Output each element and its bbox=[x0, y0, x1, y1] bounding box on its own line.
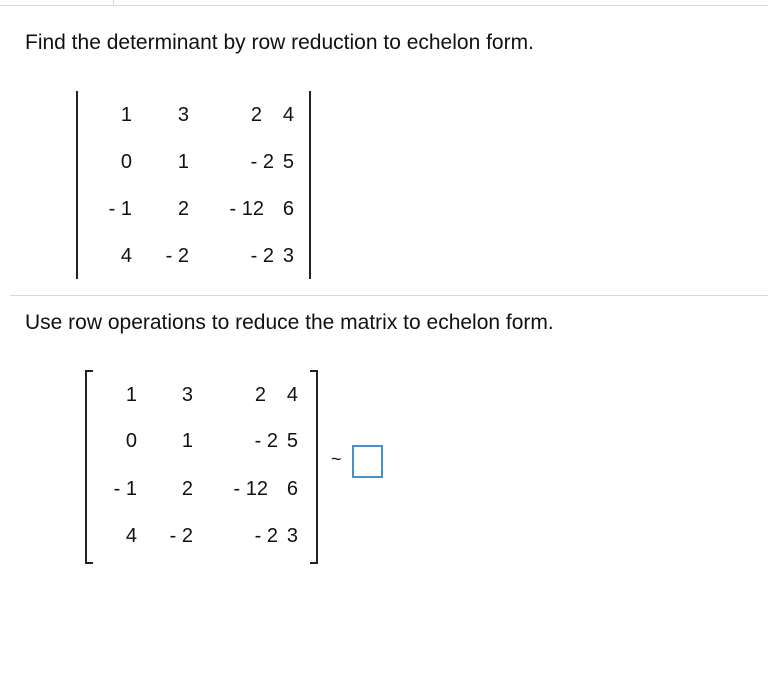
matrix-cell: 3 bbox=[181, 384, 193, 406]
matrix-cell: - 2 bbox=[165, 245, 189, 267]
matrix-cell: 6 bbox=[282, 198, 294, 220]
matrix-cell: - 1 bbox=[108, 198, 132, 220]
left-bracket-bottom bbox=[85, 562, 93, 564]
right-bracket-top bbox=[310, 370, 318, 372]
row-equivalence-symbol: ~ bbox=[331, 449, 342, 469]
matrix-cell: 1 bbox=[181, 430, 193, 452]
right-bracket-bottom bbox=[310, 562, 318, 564]
matrix-cell: - 2 bbox=[250, 151, 274, 173]
matrix-cell: - 2 bbox=[254, 430, 278, 452]
matrix-cell: 1 bbox=[120, 104, 132, 126]
matrix-cell: 4 bbox=[125, 525, 137, 547]
determinant-right-bar bbox=[309, 91, 311, 279]
determinant-left-bar bbox=[76, 91, 78, 279]
matrix-cell: 1 bbox=[177, 151, 189, 173]
matrix-cell: 3 bbox=[286, 525, 298, 547]
matrix-cell: 4 bbox=[286, 384, 298, 406]
section-divider bbox=[10, 295, 768, 296]
matrix-cell: 5 bbox=[282, 151, 294, 173]
matrix-cell: - 1 bbox=[113, 478, 137, 500]
matrix-cell: 0 bbox=[120, 151, 132, 173]
matrix-cell: 4 bbox=[120, 245, 132, 267]
matrix-cell: 2 bbox=[177, 198, 189, 220]
matrix-cell: 3 bbox=[282, 245, 294, 267]
matrix-cell: 6 bbox=[286, 478, 298, 500]
matrix-cell: - 2 bbox=[169, 525, 193, 547]
answer-input-box[interactable] bbox=[352, 445, 383, 478]
right-bracket bbox=[316, 370, 318, 564]
matrix-cell: 4 bbox=[282, 104, 294, 126]
matrix-cell: 2 bbox=[254, 384, 266, 406]
left-bracket-top bbox=[85, 370, 93, 372]
matrix-cell: 2 bbox=[250, 104, 262, 126]
matrix-cell: - 2 bbox=[254, 525, 278, 547]
matrix-cell: 5 bbox=[286, 430, 298, 452]
matrix-cell: 2 bbox=[181, 478, 193, 500]
matrix-cell: 1 bbox=[125, 384, 137, 406]
step-prompt: Use row operations to reduce the matrix to echelon form. bbox=[25, 311, 554, 334]
matrix-cell: - 12 bbox=[233, 478, 268, 500]
matrix-cell: 0 bbox=[125, 430, 137, 452]
matrix-cell: - 12 bbox=[229, 198, 264, 220]
left-bracket bbox=[85, 370, 87, 564]
matrix-cell: 3 bbox=[177, 104, 189, 126]
top-divider bbox=[0, 5, 768, 6]
matrix-cell: - 2 bbox=[250, 245, 274, 267]
question-prompt: Find the determinant by row reduction to echelon form. bbox=[25, 31, 534, 54]
top-divider-tick bbox=[113, 0, 114, 6]
